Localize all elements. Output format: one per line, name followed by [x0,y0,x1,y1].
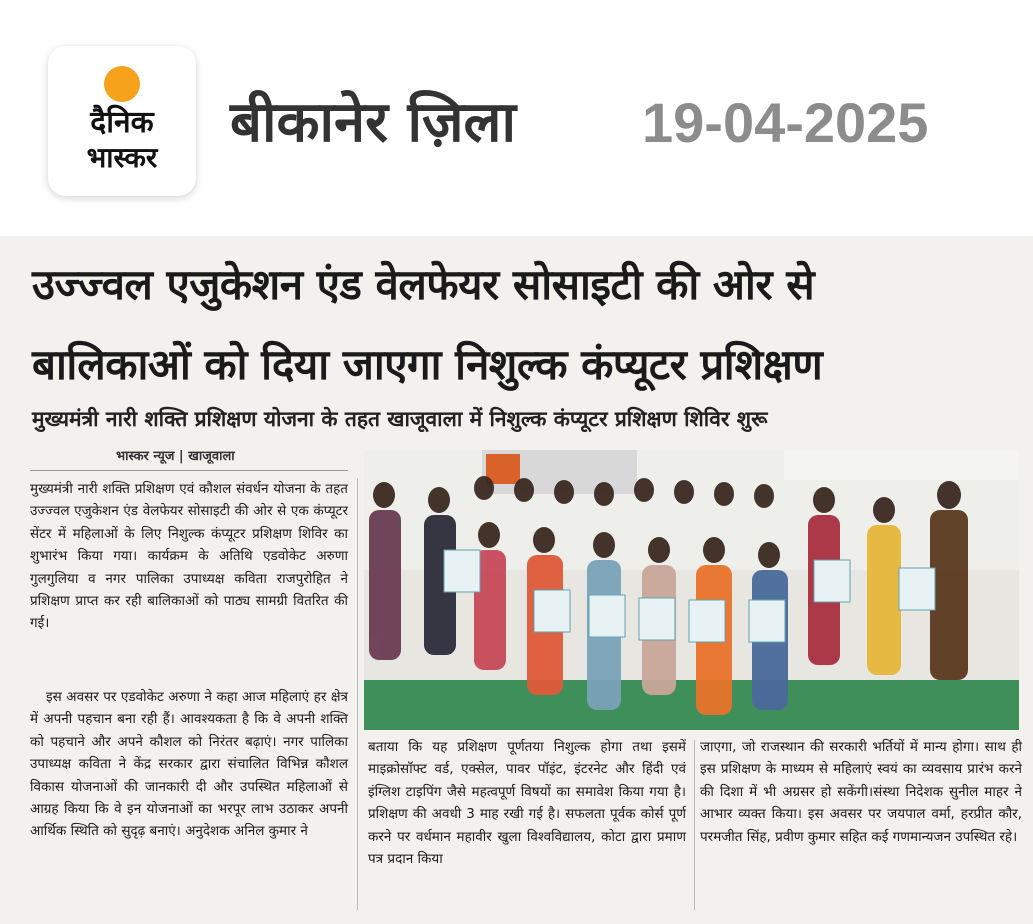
dainik-bhaskar-logo [48,46,196,196]
edition-date: 19-04-2025 [642,91,929,154]
page-header [0,0,1033,232]
district-title: बीकानेर ज़िला [230,90,517,155]
headline-line-1: उज्ज्वल एजुकेशन एंड वेलफेयर सोसाइटी की ओर से [32,260,815,309]
sun-icon [104,66,140,102]
logo-text-line2: भास्कर [86,141,158,174]
byline: भास्कर न्यूज | खाजूवाला [116,449,235,464]
column-divider [694,740,695,910]
article-paragraph-3: बताया कि यह प्रशिक्षण पूर्णतया निशुल्क होगा तथा इसमें माइक्रोसॉफ्ट वर्ड, एक्सेल, पावर पॉइंट, इंटरनेट और हिंदी एवं इंग्लिश टाइपिंग जैसे महत्वपूर्ण विषयों का समावेश किया गया है। प्रशिक्षण की अवधी 3 माह रखी गई है। सफलता पूर्वक कोर्स पूर्ण करने पर वर्धमान महावीर खुला विश्वविद्यालय, कोटा द्वारा प्रमाण पत्र प्रदान किया [368,739,686,868]
divider [30,470,348,471]
article-paragraph-4: जाएगा, जो राजस्थान की सरकारी भर्तियों में मान्य होगा। साथ ही इस प्रशिक्षण के माध्यम से महिलाएं स्वयं का व्यवसाय प्रारंभ करने की दिशा में भी अग्रसर हो सकेंगी।संस्था निदेशक सुनील माहर ने आभार व्यक्त किया। इस अवसर पर जयपाल वर्मा, हरप्रीत कौर, परमजीत सिंह, प्रवीण कुमार सहित कई गणमान्यजन उपस्थित रहे। [700,739,1022,845]
headline-line-2: बालिकाओं को दिया जाएगा निशुल्क कंप्यूटर प्रशिक्षण [32,340,823,389]
group-photo [364,450,1019,730]
column-divider [357,478,358,740]
column-divider [357,740,358,910]
group-photo-illustration [364,450,1019,730]
article-paragraph-2: इस अवसर पर एडवोकेट अरुणा ने कहा आज महिलाएं हर क्षेत्र में अपनी पहचान बना रही हैं। आवश्यकता है कि वे अपनी शक्ति को पहचाने और अपने कौशल को निरंतर बढ़ाएं। नगर पालिका उपाध्यक्ष कविता ने केंद्र सरकार द्वारा संचालित विभिन्न कौशल विकास योजनाओं की जानकारी दी और उपस्थित महिलाओं से आग्रह किया कि वे इन योजनाओं का भरपूर लाभ उठाकर अपनी आर्थिक स्थिति को सुदृढ़ बनाएं। अनुदेशक अनिल कुमार ने [30,689,348,840]
subheadline: मुख्यमंत्री नारी शक्ति प्रशिक्षण योजना के तहत खाजूवाला में निशुल्क कंप्यूटर प्रशिक्षण शिविर शुरू [32,407,768,431]
article-paragraph-1: मुख्यमंत्री नारी शक्ति प्रशिक्षण एवं कौशल संवर्धन योजना के तहत उज्ज्वल एजुकेशन एंड वेलफेयर सोसाइटी की ओर से एक कंप्यूटर सेंटर में महिलाओं के लिए निशुल्क कंप्यूटर प्रशिक्षण शिविर का शुभारंभ किया गया। कार्यक्रम के अतिथि एडवोकेट अरुणा गुलगुलिया व नगर पालिका उपाध्यक्ष कविता राजपुरोहित ने प्रशिक्षण प्राप्त कर रही बालिकाओं को पाठ्य सामग्री वितरित की गई। [30,481,348,632]
logo-text-line1: दैनिक [90,105,154,140]
